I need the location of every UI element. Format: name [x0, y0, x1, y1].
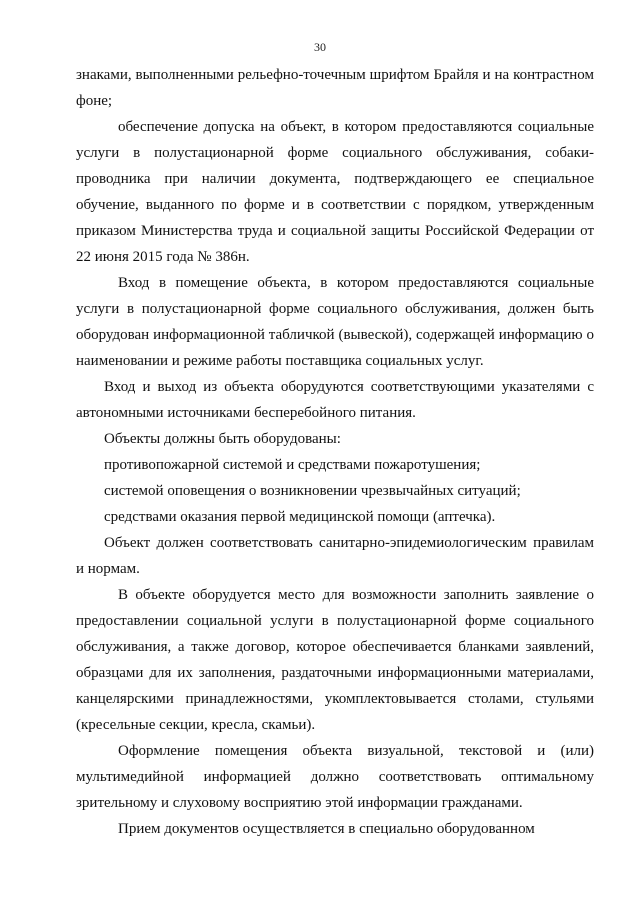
paragraph-3: Вход в помещение объекта, в котором предоставляются социальные услуги в полустационарной форме социального обслуживания, должен быть оборудован информационной табличкой (вывеской), содержащей информацию о наименовании и режиме работы поставщика социальных услуг.: [76, 275, 594, 369]
list-item-alert: системой оповещения о возникновении чрезвычайных ситуаций;: [104, 483, 521, 499]
paragraph-6: Объект должен соответствовать санитарно-эпидемиологическим правилам и нормам.: [76, 535, 594, 577]
paragraph-5: Объекты должны быть оборудованы:: [104, 431, 341, 447]
document-body: [76, 62, 594, 842]
list-item-fire: противопожарной системой и средствами пожаротушения;: [104, 457, 481, 473]
paragraph-8: Оформление помещения объекта визуальной, текстовой и (или) мультимедийной информацией должно соответствовать оптимальному зрительному и слуховому восприятию этой информации гражданами.: [76, 743, 594, 811]
paragraph-9: Прием документов осуществляется в специально оборудованном: [118, 821, 535, 837]
paragraph-4: Вход и выход из объекта оборудуются соответствующими указателями с автономными источниками бесперебойного питания.: [76, 379, 594, 421]
paragraph-7: В объекте оборудуется место для возможности заполнить заявление о предоставлении социальной услуги в полустационарной форме социального обслуживания, а также договор, которое обеспечивается бланками заявлений, образцами для их заполнения, раздаточными информационными материалами, канцелярскими принадлежностями, укомплектовывается столами, стульями (кресельные секции, кресла, скамьи).: [76, 587, 594, 733]
paragraph-2: обеспечение допуска на объект, в котором предоставляются социальные услуги в полустационарной форме социального обслуживания, собаки-проводника при наличии документа, подтверждающего ее специальное обучение, выданного по форме и в соответствии с порядком, утвержденным приказом Министерства труда и социальной защиты Российской Федерации от 22 июня 2015 года № 386н.: [76, 119, 594, 265]
page-number: 30: [314, 40, 326, 54]
list-item-firstaid: средствами оказания первой медицинской помощи (аптечка).: [104, 509, 496, 525]
paragraph-1: знаками, выполненными рельефно-точечным шрифтом Брайля и на контрастном фоне;: [76, 67, 594, 109]
